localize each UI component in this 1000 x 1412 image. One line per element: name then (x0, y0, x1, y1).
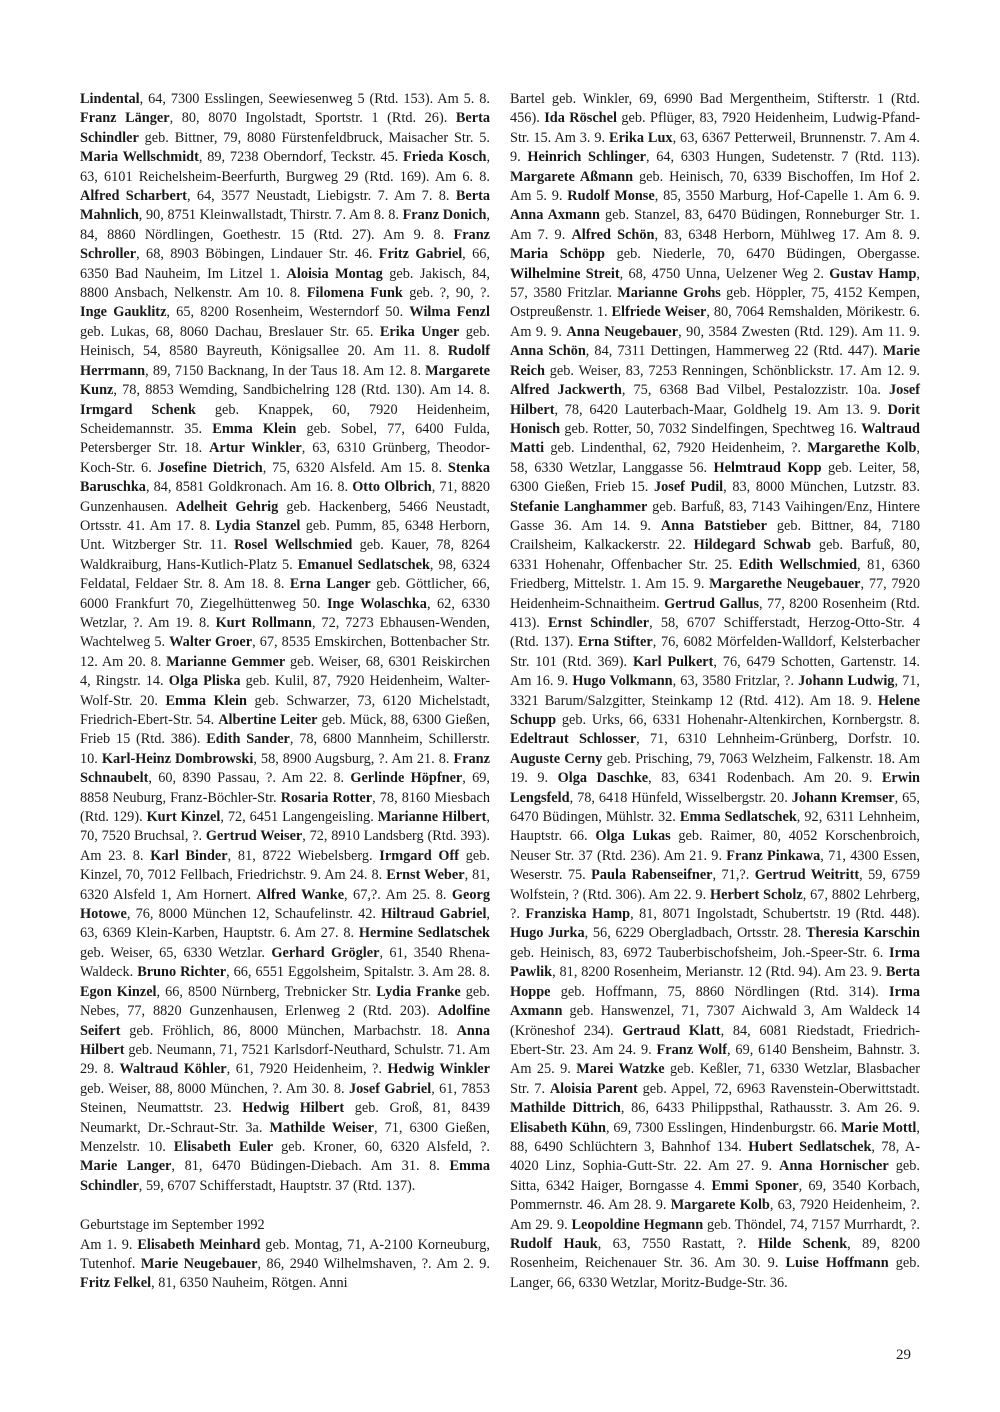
person-name: Berta Hoppe (510, 964, 920, 1000)
person-name: Edith Wellschmied (738, 556, 858, 573)
person-name: Kurt Kinzel (146, 809, 221, 826)
person-name: Marianne Hilbert (377, 809, 487, 826)
person-name: Emma Klein (212, 420, 297, 437)
person-name: Theresia Karschin (805, 925, 920, 942)
person-name: Marie Langer (80, 1158, 172, 1175)
person-name: Wilma Fenzl (409, 304, 490, 321)
person-name: Marei Watzke (576, 1061, 665, 1078)
person-name: Emanuel Sedlatschek (297, 556, 430, 573)
person-name: Elfriede Weiser (611, 304, 707, 321)
person-name: Stefanie Langhammer (510, 498, 648, 515)
person-name: Gertrud Gallus (664, 595, 760, 612)
page (80, 90, 920, 1340)
person-name: Kurt Rollmann (215, 614, 312, 631)
person-name: Adelheit Gehrig (175, 498, 279, 515)
person-name: Leopoldine Hegmann (571, 1216, 704, 1233)
person-name: Elisabeth Meinhard (137, 1236, 261, 1253)
page-number: 29 (896, 1347, 911, 1363)
person-name: Irmgard Off (379, 847, 460, 864)
person-name: Hugo Volkmann (572, 673, 673, 690)
person-name: Luise Hoffmann (785, 1255, 889, 1272)
person-name: Olga Lukas (595, 828, 671, 845)
person-name: Georg Hotowe (80, 886, 490, 923)
person-name: Hubert Sedlatschek (748, 1138, 872, 1155)
person-name: Franz Donich (402, 207, 487, 224)
person-name: Franz Schroller (80, 226, 490, 263)
person-name: Anna Hornischer (779, 1158, 889, 1175)
person-name: Marianne Gemmer (166, 653, 286, 670)
person-name: Rudolf Hauk (510, 1235, 598, 1252)
person-name: Olga Pliska (168, 673, 241, 690)
person-name: Anna Hilbert (80, 1022, 490, 1058)
person-name: Otto Olbrich (352, 479, 432, 496)
person-name: Irma Pawlik (510, 944, 920, 981)
person-name: Berta Mahnlich (80, 188, 490, 224)
person-name: Margarete Kolb (670, 1197, 770, 1214)
person-name: Adolfine Seifert (80, 1003, 490, 1039)
person-name: Josefine Dietrich (157, 459, 263, 476)
person-name: Waltraud Köhler (119, 1061, 227, 1078)
person-name: Maria Wellschmidt (80, 149, 199, 166)
person-name: Stenka Baruschka (80, 459, 490, 496)
person-name: Marie Mottl (841, 1119, 917, 1136)
left-column (80, 90, 490, 1294)
person-name: Helmtraud Kopp (713, 459, 822, 476)
person-name: Herbert Scholz (709, 886, 803, 903)
person-name: Rudolf Herrmann (80, 343, 490, 379)
person-name: Hugo Jurka (510, 925, 585, 942)
person-name: Margarethe Kolb (807, 440, 917, 457)
person-name: Gertrud Weiser (205, 828, 303, 845)
person-name: Anna Schön (510, 343, 586, 360)
person-name: Olga Daschke (557, 770, 649, 787)
person-name: Marie Neugebauer (140, 1255, 258, 1272)
person-name: Rosaria Rotter (280, 789, 373, 806)
person-name: Gertraud Klatt (622, 1022, 721, 1039)
person-name: Gerlinde Höpfner (350, 770, 463, 787)
september-birthday-list: Bartel geb. Winkler, 69, 6990 Bad Mergentheim, Stifterstr. 1 (Rtd. 456). Ida Röschel geb. Pflüger, 83, 7920 Heidenheim, Ludwig-Pfand-Str. 15. Am 3. 9. Erika Lux, 63, 6367 Petterweil, Brunnenstr. 7. Am 4. 9. Heinrich Schlinger, 64, 6303 Hungen, Sudetenstr. 7 (Rtd. 113). Margarete Aßmann geb. Heinisch, 70, 6339 Bischoffen, Im Hof 2. Am 5. 9. Rudolf Monse, 85, 3550 Marburg, Hof-Capelle 1. Am 6. 9. Anna Axmann geb. Stanzel, 83, 6470 Büdingen, Ronneburger Str. 1. Am 7. 9. Alfred Schön, 83, 6348 Herborn, Mühlweg 17. Am 8. 9. Maria Schöpp geb. Niederle, 70, 6470 Büdingen, Obergasse. Wilhelmine Streit, 68, 4750 Unna, Uelzener Weg 2. Gustav Hamp, 57, 3580 Fritzlar. Marianne Grohs geb. Höppler, 75, 4152 Kempen, Ostpreußenstr. 1. Elfriede Weiser, 80, 7064 Remshalden, Mörikestr. 6. Am 9. 9. Anna Neugebauer, 90, 3584 Zwesten (Rtd. 129). Am 11. 9. Anna Schön, 84, 7311 Dettingen, Hammerweg 22 (Rtd. 447). Marie Reich geb. Weiser, 83, 7253 Renningen, Schönblickstr. 17. Am 12. 9. Alfred Jackwerth, 75, 6368 Bad Vilbel, Pestalozzistr. 10a. Josef Hilbert, 78, 6420 Lauterbach-Maar, Goldhelg 19. Am 13. 9. Dorit Honisch geb. Rotter, 50, 7032 Sindelfingen, Spechtweg 16. Waltraud Matti geb. Lindenthal, 62, 7920 Heidenheim, ?. Margarethe Kolb, 58, 6330 Wetzlar, Langgasse 56. Helmtraud Kopp geb. Leiter, 58, 6300 Gießen, Frieb 15. Josef Pudil, 83, 8000 München, Lutzstr. 83. Stefanie Langhammer geb. Barfuß, 83, 7143 Vaihingen/Enz, Hintere Gasse 36. Am 14. 9. Anna Batstieber geb. Bittner, 84, 7180 Crailsheim, Kalkackerstr. 22. Hildegard Schwab geb. Barfuß, 80, 6331 Hohenahr, Offenbacher Str. 25. Edith Wellschmied, 81, 6360 Friedberg, Mittelstr. 1. Am 15. 9. Margarethe Neugebauer, 77, 7920 Heidenheim-Schnaitheim. Gertrud Gallus, 77, 8200 Rosenheim (Rtd. 413). Ernst Schindler, 58, 6707 Schifferstadt, Herzog-Otto-Str. 4 (Rtd. 137). Erna Stifter, 76, 6082 Mörfelden-Walldorf, Kelsterbacher Str. 101 (Rtd. 369). Karl Pulkert, 76, 6479 Schotten, Gartenstr. 14. Am 16. 9. Hugo Volkmann, 63, 3580 Fritzlar, ?. Johann Ludwig, 71, 3321 Barum/Salzgitter, Steinkamp 12 (Rtd. 412). Am 18. 9. Helene Schupp geb. Urks, 66, 6331 Hohenahr-Altenkirchen, Kornbergstr. 8. Edeltraut Schlosser, 71, 6310 Lehnheim-Grünberg, Dorfstr. 10. Auguste Cerny geb. Prisching, 79, 7063 Welzheim, Falkenstr. 18. Am 19. 9. Olga Daschke, 83, 6341 Rodenbach. Am 20. 9. Erwin Lengsfeld, 78, 6418 Hünfeld, Wisselbergstr. 20. Johann Kremser, 65, 6470 Büdingen, Mühlstr. 32. Emma Sedlatschek, 92, 6311 Lehnheim, Hauptstr. 66. Olga Lukas geb. Raimer, 80, 4052 Korschenbroich, Neuser Str. 37 (Rtd. 236). Am 21. 9. Franz Pinkawa, 71, 4300 Essen, Weserstr. 75. Paula Rabenseifner, 71,?. Gertrud Weitritt, 59, 6759 Wolfstein, ? (Rtd. 306). Am 22. 9. Herbert Scholz, 67, 8802 Lehrberg, ?. Franziska Hamp, 81, 8071 Ingolstadt, Schubertstr. 19 (Rtd. 448). Hugo Jurka, 56, 6229 Obergladbach, Ortsstr. 28. Theresia Karschin geb. Heinisch, 83, 6972 Tauberbischofsheim, Joh.-Speer-Str. 6. Irma Pawlik, 81, 8200 Rosenheim, Merianstr. 12 (Rtd. 94). Am 23. 9. Berta Hoppe geb. Hoffmann, 75, 8860 Nördlingen (Rtd. 314). Irma Axmann geb. Hanswenzel, 71, 7307 Aichwald 3, Am Waldeck 14 (Kröneshof 234). Gertraud Klatt, 84, 6081 Riedstadt, Friedrich-Ebert-Str. 23. Am 24. 9. Franz Wolf, 69, 6140 Bensheim, Bahnstr. 3. Am 25. 9. Marei Watzke geb. Keßler, 71, 6330 Wetzlar, Blasbacher Str. 7. Aloisia Parent geb. Appel, 72, 6963 Ravenstein-Oberwittstadt. Mathilde Dittrich, 86, 6433 Philippsthal, Rathausstr. 3. Am 26. 9. Elisabeth Kühn, 69, 7300 Esslingen, Hindenburgstr. 66. Marie Mottl, 88, 6490 Schlüchtern 3, Bahnhof 134. Hubert Sedlatschek, 78, A-4020 Linz, Sophia-Gutt-Str. 22. Am 27. 9. Anna Hornischer geb. Sitta, 6342 Haiger, Borngasse 4. Emmi Sponer, 69, 3540 Korbach, Pommernstr. 46. Am 28. 9. Margarete Kolb, 63, 7920 Heidenheim, ?. Am 29. 9. Leopoldine Hegmann geb. Thöndel, 74, 7157 Murrhardt, ?. Rudolf Hauk, 63, 7550 Rastatt, ?. Hilde Schenk, 89, 8200 Rosenheim, Reichenauer Str. 36. Am 30. 9. Luise Hoffmann geb. Langer, 66, 6330 Wetzlar, Moritz-Budge-Str. 36. (510, 91, 921, 1291)
person-name: Heinrich Schlinger (527, 149, 647, 166)
person-name: Johann Ludwig (798, 673, 895, 690)
person-name: Anna Neugebauer (566, 323, 679, 340)
person-name: Wilhelmine Streit (510, 265, 620, 282)
person-name: Marie Reich (510, 343, 920, 379)
person-name: Helene Schupp (510, 692, 920, 728)
person-name: Karl Binder (150, 847, 228, 864)
person-name: Irma Axmann (510, 983, 920, 1020)
august-birthday-list: Lindental, 64, 7300 Esslingen, Seewiesenweg 5 (Rtd. 153). Am 5. 8. Franz Länger, 80, 8070 Ingolstadt, Sportstr. 1 (Rtd. 26). Berta Schindler geb. Bittner, 79, 8080 Fürstenfeldbruck, Maisacher Str. 5. Maria Wellschmidt, 89, 7238 Oberndorf, Teckstr. 45. Frieda Kosch, 63, 6101 Reichelsheim-Beerfurth, Burgweg 29 (Rtd. 169). Am 6. 8. Alfred Scharbert, 64, 3577 Neustadt, Liebigstr. 7. Am 7. 8. Berta Mahnlich, 90, 8751 Kleinwallstadt, Thirstr. 7. Am 8. 8. Franz Donich, 84, 8860 Nördlingen, Goethestr. 15 (Rtd. 27). Am 9. 8. Franz Schroller, 68, 8903 Böbingen, Lindauer Str. 46. Fritz Gabriel, 66, 6350 Bad Nauheim, Im Litzel 1. Aloisia Montag geb. Jakisch, 84, 8800 Ansbach, Nelkenstr. Am 10. 8. Filomena Funk geb. ?, 90, ?. Inge Gauklitz, 65, 8200 Rosenheim, Westerndorf 50. Wilma Fenzl geb. Lukas, 68, 8060 Dachau, Breslauer Str. 65. Erika Unger geb. Heinisch, 54, 8580 Bayreuth, Königsallee 20. Am 11. 8. Rudolf Herrmann, 89, 7150 Backnang, In der Taus 18. Am 12. 8. Margarete Kunz, 78, 8853 Wemding, Sandbichelring 128 (Rtd. 130). Am 14. 8. Irmgard Schenk geb. Knappek, 60, 7920 Heidenheim, Scheidemannstr. 35. Emma Klein geb. Sobel, 77, 6400 Fulda, Petersberger Str. 18. Artur Winkler, 63, 6310 Grünberg, Theodor-Koch-Str. 6. Josefine Dietrich, 75, 6320 Alsfeld. Am 15. 8. Stenka Baruschka, 84, 8581 Goldkronach. Am 16. 8. Otto Olbrich, 71, 8820 Gunzenhausen. Adelheit Gehrig geb. Hackenberg, 5466 Neustadt, Ortsstr. 41. Am 17. 8. Lydia Stanzel geb. Pumm, 85, 6348 Herborn, Unt. Witzberger Str. 11. Rosel Wellschmied geb. Kauer, 78, 8264 Waldkraiburg, Hans-Kutlich-Platz 5. Emanuel Sedlatschek, 98, 6324 Feldatal, Feldaer Str. 8. Am 18. 8. Erna Langer geb. Göttlicher, 66, 6000 Frankfurt 70, Ziegelhüttenweg 50. Inge Wolaschka, 62, 6330 Wetzlar, ?. Am 19. 8. Kurt Rollmann, 72, 7273 Ebhausen-Wenden, Wachtelweg 5. Walter Groer, 67, 8535 Emskirchen, Bottenbacher Str. 12. Am 20. 8. Marianne Gemmer geb. Weiser, 68, 6301 Reiskirchen 4, Ringstr. 14. Olga Pliska geb. Kulil, 87, 7920 Heidenheim, Walter-Wolf-Str. 20. Emma Klein geb. Schwarzer, 73, 6120 Michelstadt, Friedrich-Ebert-Str. 54. Albertine Leiter geb. Mück, 88, 6300 Gießen, Frieb 15 (Rtd. 386). Edith Sander, 78, 6800 Mannheim, Schillerstr. 10. Karl-Heinz Dombrowski, 58, 8900 Augsburg, ?. Am 21. 8. Franz Schnaubelt, 60, 8390 Passau, ?. Am 22. 8. Gerlinde Höpfner, 69, 8858 Neuburg, Franz-Böchler-Str. Rosaria Rotter, 78, 8160 Miesbach (Rtd. 129). Kurt Kinzel, 72, 6451 Langengeisling. Marianne Hilbert, 70, 7520 Bruchsal, ?. Gertrud Weiser, 72, 8910 Landsberg (Rtd. 393). Am 23. 8. Karl Binder, 81, 8722 Wiebelsberg. Irmgard Off geb. Kinzel, 70, 7012 Fellbach, Friedrichstr. 9. Am 24. 8. Ernst Weber, 81, 6320 Alsfeld 1, Am Hornert. Alfred Wanke, 67,?. Am 25. 8. Georg Hotowe, 76, 8000 München 12, Schaufelinstr. 42. Hiltraud Gabriel, 63, 6369 Klein-Karben, Hauptstr. 6. Am 27. 8. Hermine Sedlatschek geb. Weiser, 65, 6330 Wetzlar. Gerhard Grögler, 61, 3540 Rhena-Waldeck. Bruno Richter, 66, 6551 Eggolsheim, Spitalstr. 3. Am 28. 8. Egon Kinzel, 66, 8500 Nürnberg, Trebnicker Str. Lydia Franke geb. Nebes, 77, 8820 Gunzenhausen, Erlenweg 2 (Rtd. 203). Adolfine Seifert geb. Fröhlich, 86, 8000 München, Marbachstr. 18. Anna Hilbert geb. Neumann, 71, 7521 Karlsdorf-Neuthard, Schulstr. 71. Am 29. 8. Waltraud Köhler, 61, 7920 Heidenheim, ?. Hedwig Winkler geb. Weiser, 88, 8000 München, ?. Am 30. 8. Josef Gabriel, 61, 7853 Steinen, Neumattstr. 23. Hedwig Hilbert geb. Groß, 81, 8439 Neumarkt, Dr.-Schraut-Str. 3a. Mathilde Weiser, 71, 6300 Gießen, Menzelstr. 10. Elisabeth Euler geb. Kroner, 60, 6320 Alsfeld, ?. Marie Langer, 81, 6470 Büdingen-Diebach. Am 31. 8. Emma Schindler, 59, 6707 Schifferstadt, Hauptstr. 37 (Rtd. 137). (80, 91, 491, 1194)
person-name: Rudolf Monse (567, 188, 655, 205)
person-name: Josef Pudil (653, 479, 724, 496)
person-name: Franziska Hamp (525, 906, 631, 923)
person-name: Frieda Kosch (403, 149, 487, 166)
person-name: Elisabeth Euler (173, 1138, 274, 1155)
person-name: Erwin Lengsfeld (510, 770, 920, 806)
person-name: Dorit Honisch (510, 401, 920, 437)
person-name: Ida Röschel (544, 110, 617, 127)
right-column (510, 90, 920, 1293)
person-name: Edith Sander (206, 731, 290, 748)
person-name: Erika Lux (609, 129, 673, 146)
person-name: Fritz Felkel (80, 1275, 152, 1292)
person-name: Hiltraud Gabriel (381, 906, 487, 923)
person-name: Hilde Schenk (757, 1235, 848, 1252)
person-name: Franz Wolf (656, 1041, 728, 1058)
person-name: Ernst Weber (386, 867, 465, 884)
person-name: Emma Sedlatschek (679, 809, 797, 826)
person-name: Anna Batstieber (660, 517, 767, 534)
person-name: Josef Gabriel (348, 1080, 432, 1097)
person-name: Egon Kinzel (80, 983, 157, 1000)
person-name: Gertrud Weitritt (754, 867, 860, 884)
person-name: Aloisia Parent (549, 1080, 638, 1097)
person-name: Waltraud Matti (510, 420, 920, 457)
person-name: Erna Stifter (578, 634, 653, 651)
person-name: Auguste Cerny (510, 750, 603, 767)
person-name: Mathilde Dittrich (510, 1100, 621, 1117)
person-name: Erna Langer (289, 576, 371, 593)
person-name: Emma Schindler (80, 1158, 490, 1194)
person-name: Emma Klein (165, 692, 247, 709)
person-name: Walter Groer (169, 634, 253, 651)
person-name: Alfred Wanke (256, 886, 345, 903)
person-name: Inge Gauklitz (80, 304, 167, 321)
person-name: Alfred Schön (571, 226, 655, 243)
person-name: Hedwig Winkler (387, 1061, 490, 1078)
person-name: Emmi Sponer (711, 1177, 799, 1194)
person-name: Aloisia Montag (286, 265, 383, 282)
september-birthday-list-start: Am 1. 9. Elisabeth Meinhard geb. Montag, 71, A-2100 Korneuburg, Tutenhof. Marie Neugebauer, 86, 2940 Wilhelmshaven, ?. Am 2. 9. Fritz Felkel, 81, 6350 Nauheim, Rötgen. Anni (80, 1236, 490, 1292)
person-name: Erika Unger (379, 323, 460, 340)
person-name: Hermine Sedlatschek (358, 925, 490, 942)
person-name: Gustav Hamp (829, 265, 917, 282)
person-name: Johann Kremser (791, 789, 895, 806)
person-name: Gerhard Grögler (271, 944, 380, 961)
person-name: Margarete Kunz (80, 362, 490, 399)
person-name: Albertine Leiter (218, 712, 318, 728)
person-name: Berta Schindler (80, 110, 490, 146)
person-name: Inge Wolaschka (326, 595, 427, 612)
person-name: Lindental (80, 91, 140, 107)
person-name: Franz Pinkawa (726, 847, 821, 864)
person-name: Franz Länger (80, 110, 170, 127)
person-name: Elisabeth Kühn (510, 1119, 606, 1136)
person-name: Marianne Grohs (617, 285, 721, 302)
person-name: Karl-Heinz Dombrowski (101, 750, 254, 767)
person-name: Josef Hilbert (510, 382, 920, 418)
person-name: Lydia Franke (376, 983, 461, 1000)
person-name: Franz Schnaubelt (80, 750, 490, 787)
person-name: Fritz Gabriel (378, 246, 463, 263)
person-name: Maria Schöpp (510, 246, 605, 263)
person-name: Lydia Stanzel (215, 517, 301, 534)
person-name: Artur Winkler (209, 440, 302, 457)
person-name: Alfred Jackwerth (510, 382, 622, 399)
person-name: Margarete Aßmann (510, 168, 634, 185)
person-name: Alfred Scharbert (80, 188, 187, 205)
person-name: Bruno Richter (137, 964, 227, 981)
person-name: Anna Axmann (510, 207, 601, 224)
person-name: Irmgard Schenk (80, 401, 196, 418)
person-name: Ernst Schindler (547, 614, 650, 631)
person-name: Margarethe Neugebauer (709, 576, 861, 593)
section-heading: Geburtstage im September 1992 (80, 1217, 265, 1234)
person-name: Karl Pulkert (632, 653, 714, 670)
person-name: Mathilde Weiser (269, 1119, 374, 1136)
person-name: Hildegard Schwab (693, 537, 812, 554)
person-name: Rosel Wellschmied (234, 537, 353, 554)
person-name: Hedwig Hilbert (242, 1100, 345, 1117)
person-name: Paula Rabenseifner (591, 867, 713, 884)
person-name: Filomena Funk (306, 285, 403, 302)
person-name: Edeltraut Schlosser (510, 731, 637, 748)
